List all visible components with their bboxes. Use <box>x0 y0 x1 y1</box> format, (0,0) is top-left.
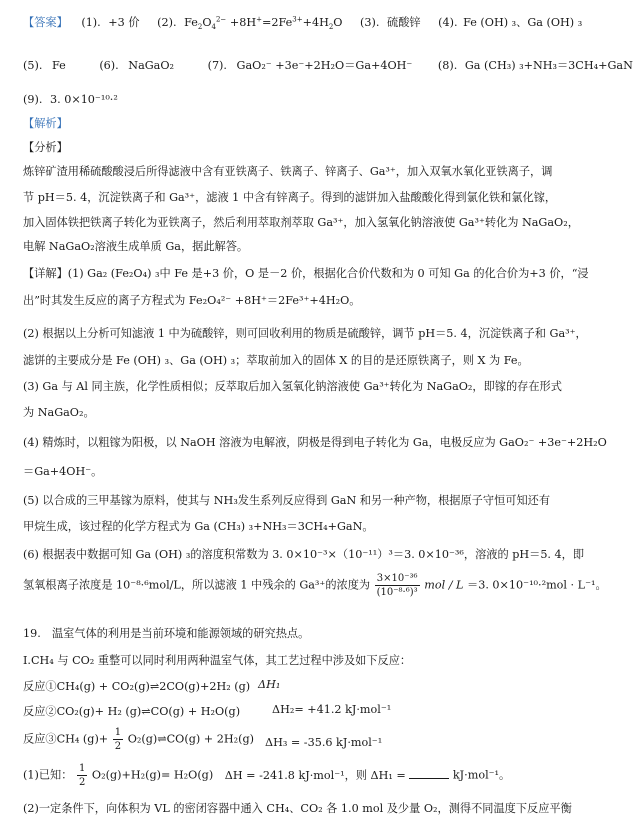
detail-11: (6) 根据表中数据可知 Ga (OH) ₃的溶度积常数为 3. 0×10⁻³×（10⁻¹¹）³＝3. 0×10⁻³⁶，溶液的 pH＝5. 4，即 <box>23 548 585 561</box>
detail-6: 为 NaGaO₂。 <box>23 406 95 419</box>
subquestion-1: (1)已知： $\frac{1}{2}$ O₂(g)+H₂(g)= H₂O(g) ΔH = -241.8 kJ·mol⁻¹，则 ΔH₁ = kJ·mol⁻¹。 <box>23 763 511 788</box>
detail-9: (5) 以合成的三甲基镓为原料，使其与 NH₃发生系列反应得到 GaN 和另一种产物，根据原子守恒可知还有 <box>23 494 551 507</box>
detail-5: (3) Ga 与 Al 同主族，化学性质相似；反萃取后加入氢氧化钠溶液使 Ga³⁺转化为 NaGaO₂，即镓的存在形式 <box>23 380 562 393</box>
detail-2: 出”时其发生反应的离子方程式为 Fe₂O₄²⁻ +8H⁺＝2Fe³⁺+4H₂O。 <box>23 294 361 307</box>
analysis-tag: 【解析】 <box>23 117 68 130</box>
answer-line-3: (9). 3. 0×10⁻¹⁰·² <box>23 93 118 106</box>
answer-2-equation: $Fe_2O_4^{2-} +8H^+=2Fe^{3+}+4H_2O$ <box>184 15 343 32</box>
reaction-3: 反应③CH₄ (g)+ $\frac{1}{2}$ O₂(g)⇌CO(g) + 2H₂(g) <box>23 727 254 752</box>
detail-7: (4) 精炼时，以粗镓为阳极，以 NaOH 溶液为电解液，阴极是得到电子转化为 Ga，电极反应为 GaO₂⁻ +3e⁻+2H₂O <box>23 436 607 449</box>
detail-1: 【详解】(1) Ga₂ (Fe₂O₄) ₃中 Fe 是+3 价，O 是－2 价，根据化合价代数和为 0 可知 Ga 的化合价为+3 价，“浸 <box>23 267 589 280</box>
detail-12: 氢氧根离子浓度是 10⁻⁸·⁶mol/L，所以滤液 1 中残余的 Ga³⁺的浓度为 $\frac{\text{3×10⁻³⁶}}{\text{(10⁻⁸·⁶)³}}$ mol / L ＝3. 0×10⁻¹⁰·²mol · L⁻¹。 <box>23 573 607 598</box>
answer-tag: 【答案】 <box>23 16 68 29</box>
answer-line-2: (5). Fe (6). NaGaO₂ (7). GaO₂⁻ +3e⁻+2H₂O＝Ga+4OH⁻ (8). Ga (CH₃) ₃+NH₃＝3CH₄+GaN <box>23 59 633 72</box>
analysis-sub-tag: 【分析】 <box>23 141 68 154</box>
detail-4: 滤饼的主要成分是 Fe (OH) ₃、Ga (OH) ₃；萃取前加入的固体 X 的目的是还原铁离子，则 X 为 Fe。 <box>23 354 529 367</box>
analysis-p4: 电解 NaGaO₂溶液生成单质 Ga，据此解答。 <box>23 240 249 253</box>
analysis-p2: 节 pH＝5. 4，沉淀铁离子和 Ga³⁺，滤液 1 中含有锌离子。得到的滤饼加入盐酸酸化得到氯化铁和氯化镓， <box>23 191 557 204</box>
reaction-2: 反应②CO₂(g)+ H₂ (g)⇌CO(g) + H₂O(g) <box>23 705 241 718</box>
analysis-p3: 加入固体铁把铁离子转化为亚铁离子，然后利用萃取剂萃取 Ga³⁺，加入氢氧化钠溶液使 Ga³⁺转化为 NaGaO₂， <box>23 216 579 229</box>
reaction-1: 反应①CH₄(g) + CO₂(g)⇌2CO(g)+2H₂ (g) <box>23 680 251 693</box>
concentration-fraction: $\frac{\text{3×10⁻³⁶}}{\text{(10⁻⁸·⁶)³}}$ <box>376 573 418 598</box>
half-fraction: $\frac{1}{2}$ <box>114 727 122 752</box>
detail-3: (2) 根据以上分析可知滤液 1 中为硫酸锌，则可回收利用的物质是硫酸锌，调节 pH＝5. 4，沉淀铁离子和 Ga³⁺， <box>23 327 587 340</box>
answer-blank[interactable] <box>409 777 449 779</box>
subquestion-2: (2)一定条件下，向体积为 VL 的密闭容器中通入 CH₄、CO₂ 各 1.0 mol 及少量 O₂，测得不同温度下反应平衡 <box>23 802 572 815</box>
detail-8: ＝Ga+4OH⁻。 <box>23 465 103 478</box>
reaction-2-enthalpy: ΔH₂= +41.2 kJ·mol⁻¹ <box>272 703 392 716</box>
analysis-p1: 炼锌矿渣用稀硫酸酸浸后所得滤液中含有亚铁离子、铁离子、锌离子、Ga³⁺，加入双氧水氧化亚铁离子，调 <box>23 165 553 178</box>
q19-intro: I.CH₄ 与 CO₂ 重整可以同时利用两种温室气体，其工艺过程中涉及如下反应： <box>23 654 412 667</box>
detail-10: 甲烷生成，该过程的化学方程式为 Ga (CH₃) ₃+NH₃＝3CH₄+GaN。 <box>23 520 374 533</box>
answer-line-1: 【答案】 (1). +3 价 (2). $Fe_2O_4^{2-} +8H^+=2Fe^{3+}+4H_2O$ (3). 硫酸锌 (4). Fe (OH) ₃、Ga (OH) ₃ <box>23 15 583 32</box>
reaction-3-enthalpy: ΔH₃ = -35.6 kJ·mol⁻¹ <box>265 736 383 749</box>
half-fraction-2: $\frac{1}{2}$ <box>78 763 86 788</box>
reaction-1-enthalpy: ΔH₁ <box>258 678 281 691</box>
q19-title: 19. 温室气体的利用是当前环境和能源领域的研究热点。 <box>23 627 310 640</box>
